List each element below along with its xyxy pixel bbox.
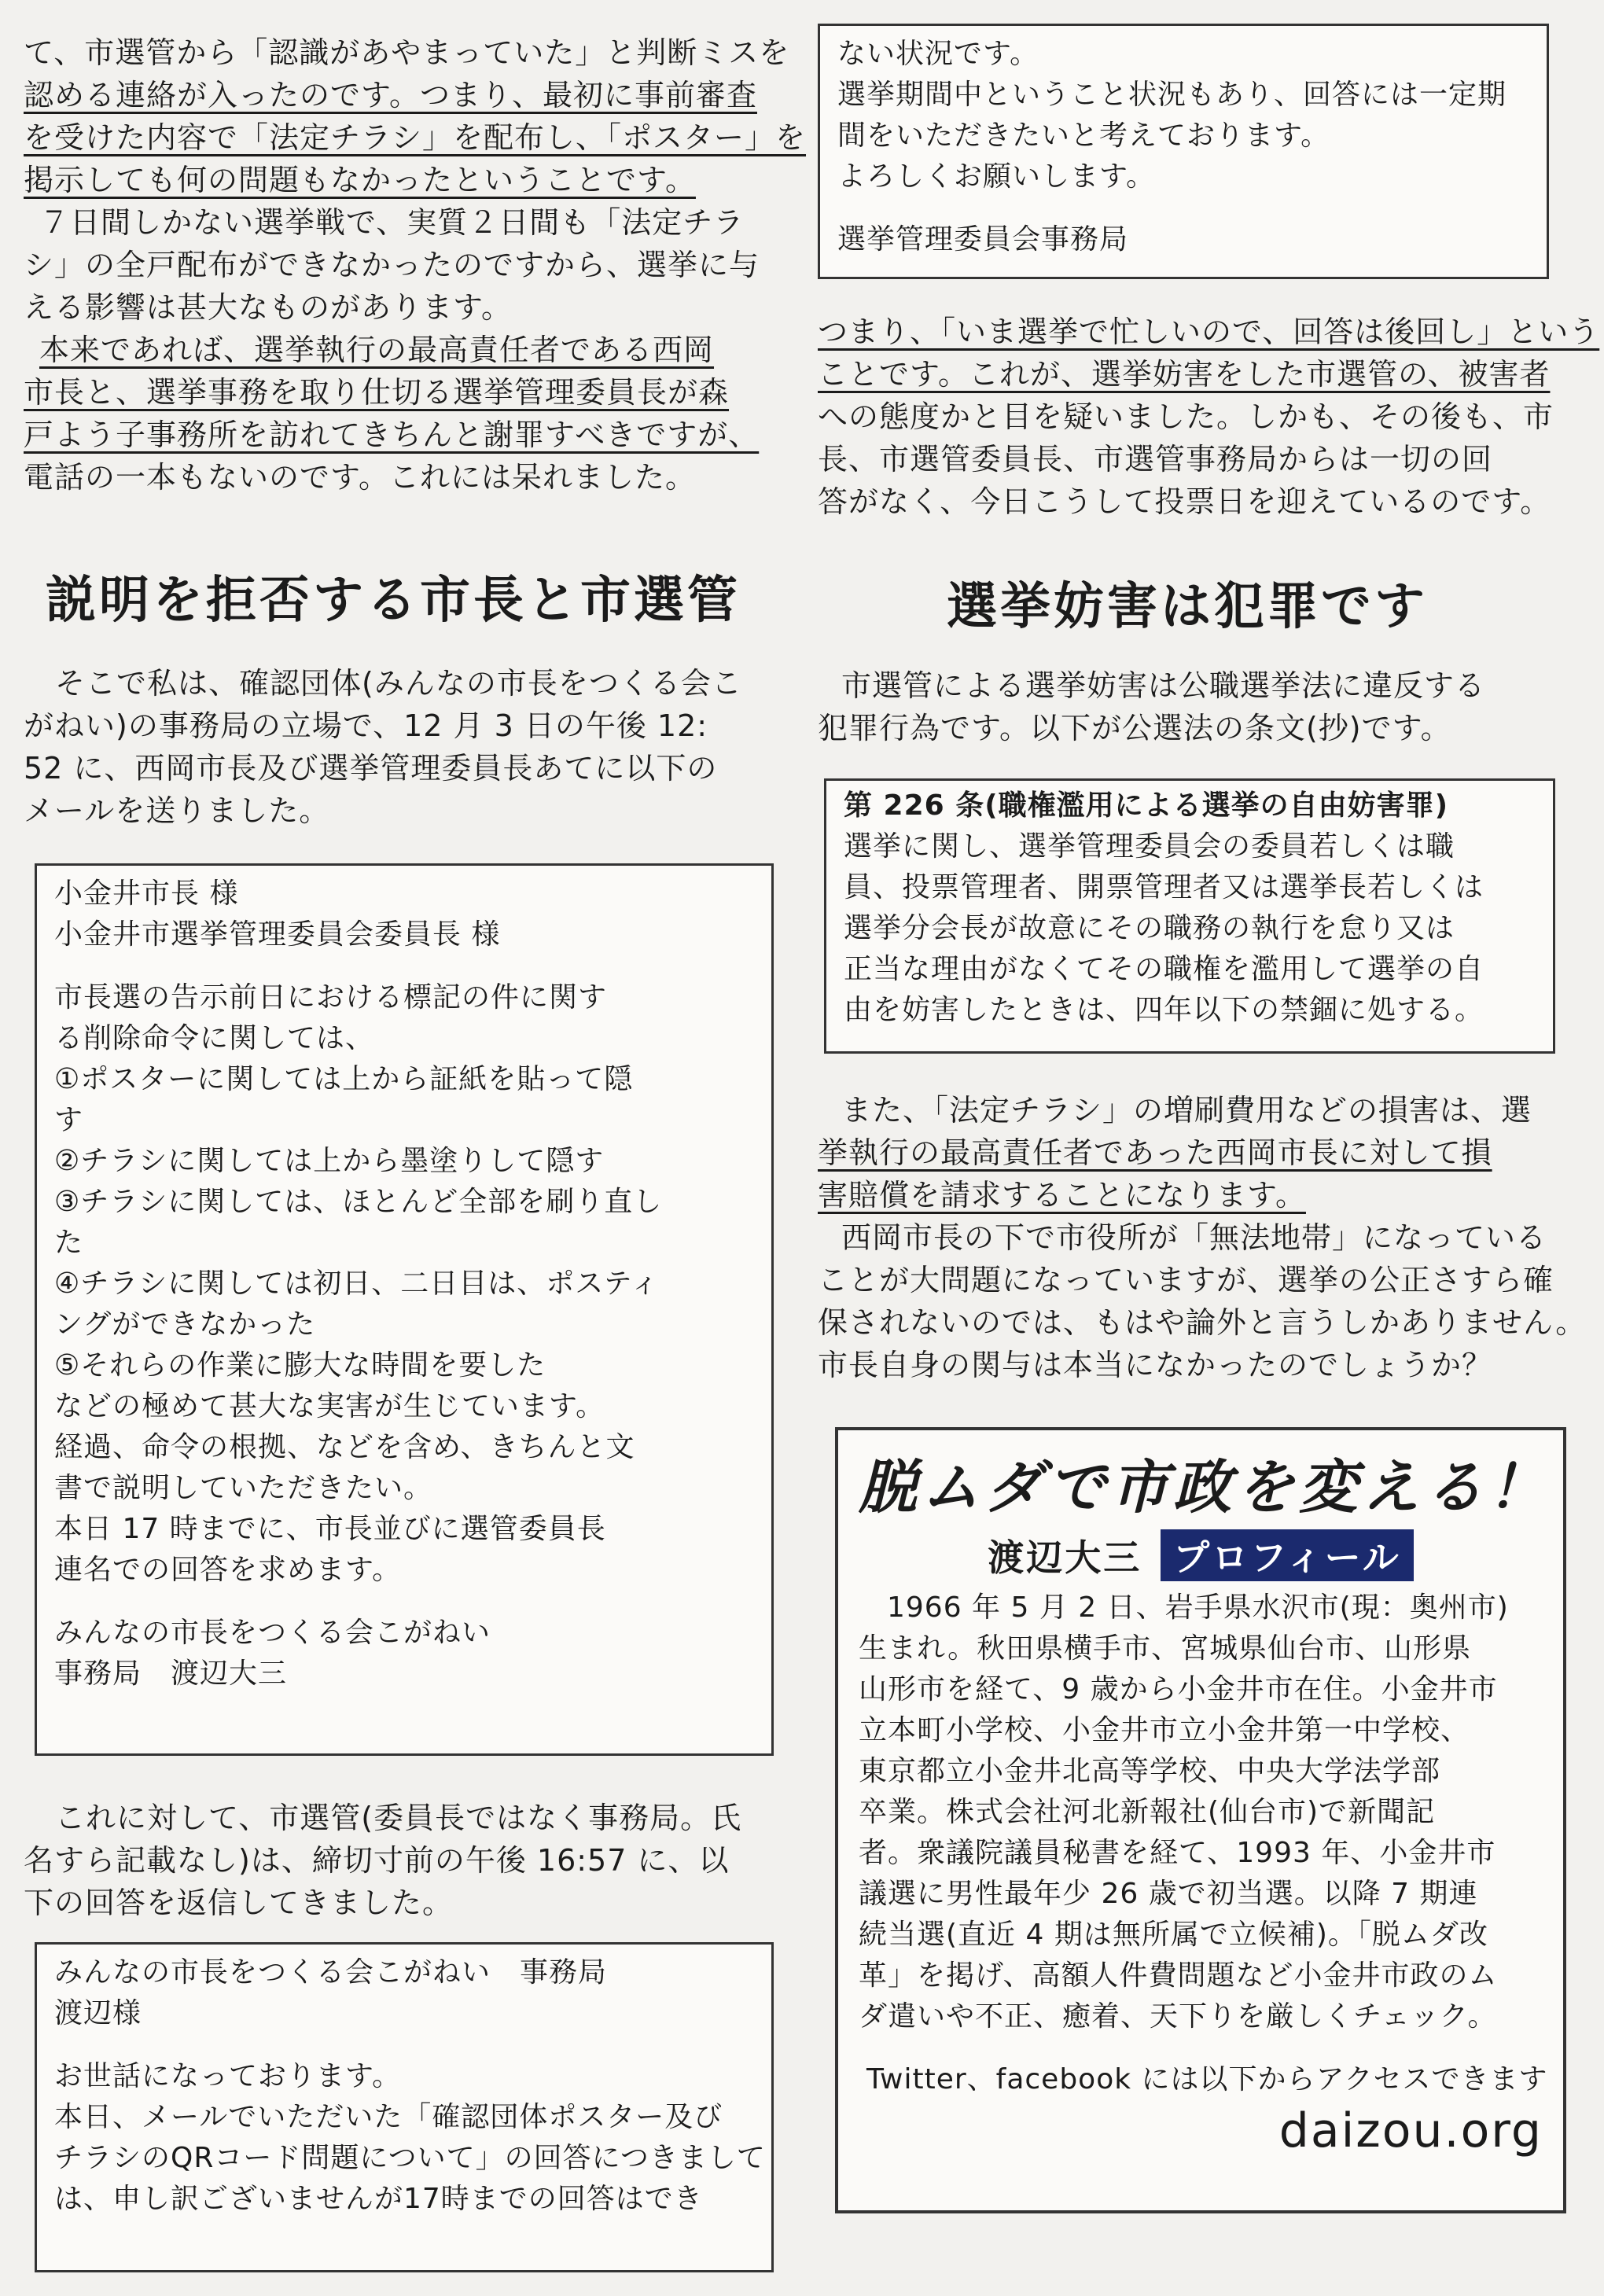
text-line: 長、市選管委員長、市選管事務局からは一切の回 [818,442,1493,476]
spacer [837,197,1529,219]
email-line: す [54,1104,84,1136]
text-line: 電話の一本もないのです。これには呆れました。 [24,460,696,495]
text-line: そこで私は、確認団体(みんなの市長をつくる会こ [55,666,742,701]
text-line: ことが大問題になっていますが、選挙の公正さすら確 [818,1263,1554,1297]
law-line: 由を妨害したときは、四年以下の禁錮に処する。 [844,994,1484,1026]
reply-line: 選挙期間中ということ状況もあり、回答には一定期 [837,79,1507,111]
response-paragraph [24,1797,763,1924]
underlined-text: 挙執行の最高責任者であった西岡市長に対して損 [818,1135,1492,1170]
text-line: 西岡市長の下で市役所が「無法地帯」になっている [841,1220,1547,1255]
reply-line: は、申し訳ございませんが17時までの回答はでき [54,2183,703,2215]
text-line [24,371,763,414]
text-line: 52 に、西岡市長及び選挙管理委員長あてに以下の [24,751,718,786]
text-line: える影響は甚大なものがあります。 [24,290,512,325]
underlined-text: 害賠償を請求することになります。 [818,1178,1306,1212]
website-link[interactable]: daizou.org [1278,2103,1543,2158]
law-line: 員、投票管理者、開票管理者又は選挙長若しくは [844,871,1484,903]
reply-line: よろしくお願いします。 [837,160,1156,193]
reply-line: 間をいただきたいと考えております。 [837,120,1330,152]
underlined-text: つまり、「いま選挙で忙しいので、回答は後回し」という [818,315,1600,349]
email-line: 事務局 渡辺大三 [54,1658,288,1690]
email-line: などの極めて甚大な実害が生じています。 [54,1390,605,1422]
law-article-box [824,778,1555,1054]
email-line: ングができなかった [54,1308,316,1341]
email-line: 本日 17 時までに、市長並びに選管委員長 [54,1513,606,1545]
reply-line: みんなの市長をつくる会こがねい 事務局 [54,1956,608,1989]
reply-box [35,1942,774,2272]
text-line [24,414,763,456]
email-box [35,863,774,1756]
profile-box [835,1427,1566,2213]
text-line [818,1131,1573,1174]
damages-paragraph [818,1089,1587,1386]
email-line: 市長選の告示前日における標記の件に関す [54,981,608,1014]
underlined-text: 本来であれば、選挙執行の最高責任者である西岡 [39,333,715,367]
reply-line: 選挙管理委員会事務局 [837,223,1129,256]
text-line: メールを送りました。 [24,793,330,828]
email-line: ②チラシに関しては上から墨塗りして隠す [54,1145,605,1177]
text-line [24,74,763,116]
reply-line: チラシのQRコード問題について」の回答につきまして [54,2142,766,2174]
email-line: ①ポスターに関しては上から証紙を貼って隠 [54,1063,634,1095]
sns-note: Twitter、facebook には以下からアクセスできます [866,2063,1548,2095]
email-line: た [54,1227,84,1259]
email-line: ④チラシに関しては初日、二日目は、ポスティ [54,1268,660,1300]
profile-name: 渡辺大三 [988,1536,1142,1579]
spacer [54,955,754,977]
text-segment: また、「法定チラシ」の増刷費用などの損害は、選 [841,1093,1532,1128]
text-line: 市選管による選挙妨害は公職選挙法に違反する [841,668,1486,703]
email-line: ③チラシに関しては、ほとんど全部を刷り直し [54,1186,663,1218]
text-line: 下の回答を返信してきました。 [24,1886,454,1920]
text-line: がねい)の事務局の立場で、12 月 3 日の午後 12: [24,708,708,743]
bio-line: 革」を掲げ、高額人件費問題など小金井市政のム [859,1959,1498,1992]
text-line [818,1089,1573,1131]
section-heading-left: 説明を拒否する市長と市選管 [46,572,741,630]
bio-line: 続当選(直近 4 期は無所属で立候補)。「脱ムダ改 [859,1919,1488,1951]
email-line: 書で説明していただきたい。 [54,1472,433,1504]
text-line: て、市選管から「認識があやまっていた」と判断ミスを [24,35,790,70]
bio-line: 山形市を経て、9 歳から小金井市在住。小金井市 [859,1673,1498,1705]
intro-paragraph [24,31,807,499]
crime-paragraph [818,664,1573,749]
email-line: 小金井市選挙管理委員会委員長 様 [54,918,501,951]
reply-line: お世話になっております。 [54,2060,402,2092]
reply-box-continued [818,24,1549,279]
profile-bio [859,1588,1543,2037]
email-line: 小金井市長 様 [54,878,239,910]
request-paragraph [24,662,763,832]
text-line: 保されないのでは、もはや論外と言うしかありません。 [818,1305,1587,1340]
profile-slogan: 脱ムダで市政を変える！ [859,1454,1551,1521]
law-article-title: 第 226 条(職権濫用による選挙の自由妨害罪) [844,789,1449,822]
bio-line: 東京都立小金井北高等学校、中央大学法学部 [859,1755,1441,1787]
text-line: 名すら記載なし)は、締切寸前の午後 16:57 に、以 [24,1843,730,1878]
email-line: ⑤それらの作業に膨大な時間を要した [54,1349,546,1382]
bio-line: 卒業。株式会社河北新報社(仙台市)で新聞記 [859,1796,1436,1828]
text-line [818,1174,1573,1216]
underlined-text: を受けた内容で「法定チラシ」を配布し、「ポスター」を [24,120,807,155]
text-line [24,159,763,201]
profile-badge: プロフィール [1161,1529,1413,1581]
text-line: 市長自身の関与は本当になかったのでしょうか？ [818,1348,1493,1382]
reply-line: 渡辺様 [54,1997,142,2029]
spacer [54,1591,754,1613]
reply-line: 本日、メールでいただいた「確認団体ポスター及び [54,2101,723,2133]
reply-line: ない状況です。 [837,38,1039,70]
text-line [24,329,763,371]
underlined-text: 戸よう子事務所を訪れてきちんと謝罪すべきですが、 [24,418,760,452]
bio-line: 1966 年 5 月 2 日、岩手県水沢市(現：奥州市) [887,1591,1509,1624]
email-line: る削除命令に関しては、 [54,1022,375,1054]
bio-line: 者。衆議院議員秘書を経て、1993 年、小金井市 [859,1837,1496,1869]
text-line [24,116,807,159]
spacer [859,2037,1543,2059]
text-line [818,311,1600,353]
bio-line: 議選に男性最年少 26 歳で初当選。以降 7 期連 [859,1878,1478,1910]
text-line: シ」の全戸配布ができなかったのですから、選挙に与 [24,248,760,282]
email-line: みんなの市長をつくる会こがねい [54,1617,491,1649]
email-line: 経過、命令の根拠、などを含め、きちんと文 [54,1431,635,1463]
law-line: 正当な理由がなくてその職権を濫用して選挙の自 [844,953,1484,985]
law-line: 選挙分会長が故意にその職務の執行を怠り又は [844,912,1455,944]
underlined-text: 掲示しても何の問題もなかったということです。 [24,163,696,197]
text-line: これに対して、市選管(委員長ではなく事務局。氏 [55,1801,742,1835]
text-line: 犯罪行為です。以下が公選法の条文(抄)です。 [818,711,1451,745]
bio-line: 生まれ。秋田県横手市、宮城県仙台市、山形県 [859,1632,1472,1665]
attitude-paragraph [818,311,1600,523]
text-line: 答がなく、今日こうして投票日を迎えているのです。 [818,484,1551,519]
bio-line: 立本町小学校、小金井市立小金井第一中学校、 [859,1714,1470,1746]
text-line: への態度かと目を疑いました。しかも、その後も、市 [818,399,1554,434]
bio-line: ダ遣いや不正、癒着、天下りを厳しくチェック。 [859,2000,1497,2033]
law-line: 選挙に関し、選挙管理委員会の委員若しくは職 [844,830,1455,863]
underlined-text: 市長と、選挙事務を取り仕切る選挙管理委員長が森 [24,375,730,410]
underlined-text: ことです。これが、選挙妨害をした市選管の、被害者 [818,357,1551,392]
profile-header [859,1529,1543,1581]
spacer [54,2034,754,2056]
section-heading-right: 選挙妨害は犯罪です [947,578,1428,636]
email-line: 連名での回答を求めます。 [54,1554,402,1586]
text-line: ７日間しかない選挙戦で、実質２日間も「法定チラ [39,205,745,240]
underlined-text: 認める連絡が入ったのです。つまり、最初に事前審査 [24,78,757,112]
text-line [818,353,1573,396]
